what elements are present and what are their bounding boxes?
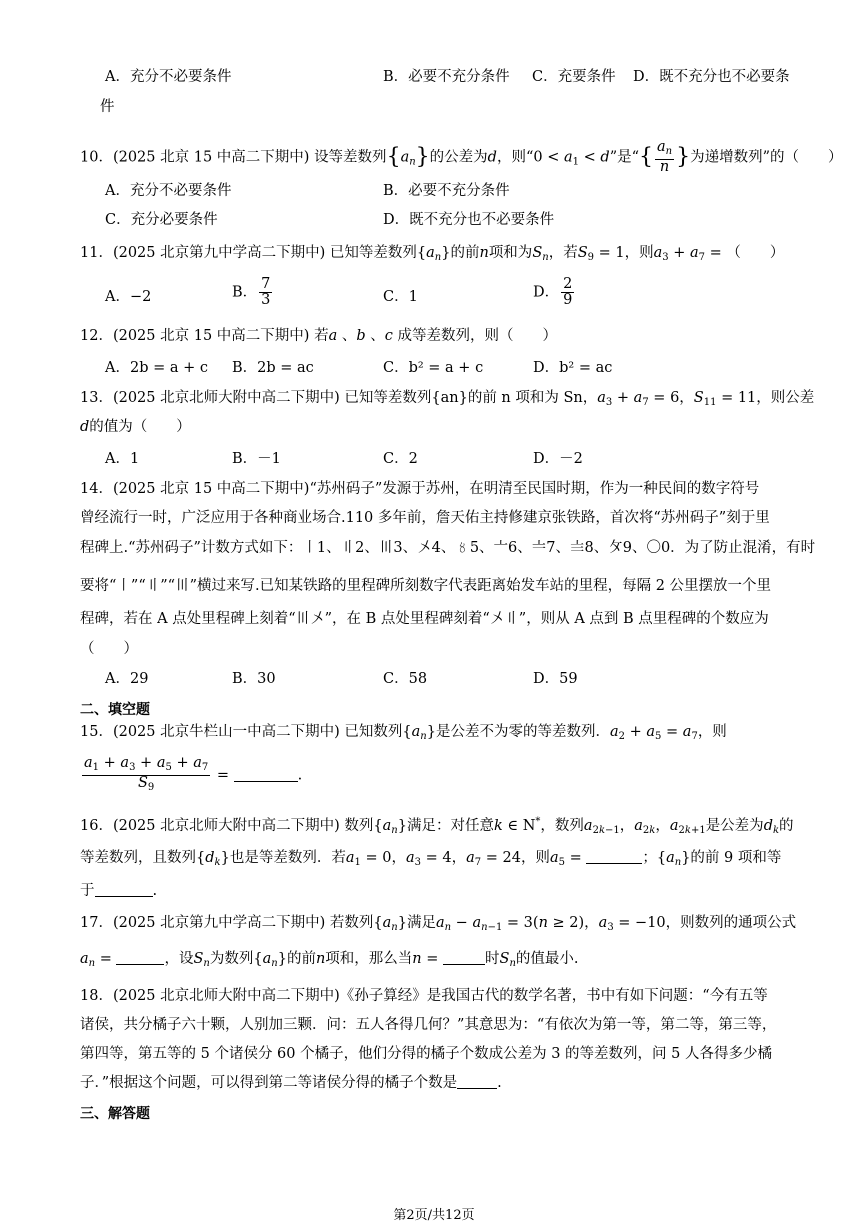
q12-option-a: A．2b = a + c (105, 360, 208, 376)
q10-option-d: D．既不充分也不必要条件 (383, 212, 555, 228)
question-11: 11．(2025 北京第九中学高二下期中) 已知等差数列$\{a_n\}$的前n项和为$S_n$，若$S_9 = 1$，则$a_3 + a_7$ = （ ） (80, 245, 785, 263)
question-13: 13．(2025 北京北师大附中高二下期中) 已知等差数列{an}的前 n 项和为 Sn，$a_3 + a_7 = 6$，$S_{11} = 11$，则公差 (80, 390, 815, 408)
q9-option-wrap: 件 (100, 99, 115, 115)
q16-answer-blank-1[interactable] (586, 849, 642, 864)
question-16-line2: 等差数列，且数列$\{d_k\}$也是等差数列．若$a_1 = 0$，$a_3 = 4$，$a_7 = 24$，则$a_5$ = ；$\{a_n\}$的前 9 项和等 (80, 850, 782, 868)
q17-answer-blank-1[interactable] (116, 950, 164, 965)
question-16-line3: 于 . (80, 883, 158, 899)
q12-option-c: C．b² = a + c (383, 360, 484, 376)
q11-option-d: D． $\frac{2}{9}$ (533, 276, 573, 308)
question-17: 17．(2025 北京第九中学高二下期中) 若数列$\{a_n\}$满足$a_n - a_{n-1} = 3(n \ge 2)$，$a_3 = -10$，则数列的通项公式 (80, 915, 797, 933)
q13-option-c: C．2 (383, 451, 418, 467)
question-18-line4: 子．”根据这个问题，可以得到第二等诸侯分得的橘子个数是 . (80, 1075, 502, 1091)
q9-option-a: A．充分不必要条件 (105, 69, 232, 85)
question-15-expression: $\frac{a_1 + a_3 + a_5 + a_7}{S_9}$ = . (84, 755, 303, 793)
page-number: 第2页/共12页 (393, 1208, 475, 1223)
question-14: 14．(2025 北京 15 中高二下期中)“苏州码子”发源于苏州，在明清至民国时期，作为一种民间的数字符号 (80, 481, 760, 497)
section-solution: 三、解答题 (80, 1106, 150, 1122)
q12-option-b: B．2b = ac (232, 360, 314, 376)
q10-option-a: A．充分不必要条件 (105, 183, 232, 199)
q9-option-b: B．必要不充分条件 (383, 69, 510, 85)
question-18-line3: 第四等，第五等的 5 个诸侯分 60 个橘子，他们分得的橘子个数成公差为 3 的等差数列，问 5 人各得多少橘 (80, 1046, 772, 1062)
q15-answer-blank[interactable] (234, 767, 298, 782)
q14-option-d: D．59 (533, 671, 578, 687)
section-fill-in-blank: 二、填空题 (80, 702, 150, 718)
question-18: 18．(2025 北京北师大附中高二下期中)《孙子算经》是我国古代的数学名著，书中有如下问题：“今有五等 (80, 988, 768, 1004)
question-14-line5: 程碑，若在 A 点处里程碑上刻着“〣〤”，在 B 点处里程碑刻着“〤〢”，则从 A 点到 B 点里程碑的个数应为 (80, 611, 769, 627)
q10-option-c: C．充分必要条件 (105, 212, 218, 228)
q9-option-c: C．充要条件 (532, 69, 616, 85)
q10-option-b: B．必要不充分条件 (383, 183, 510, 199)
q14-option-a: A．29 (105, 671, 149, 687)
q11-option-b: B． $\frac{7}{3}$ (232, 276, 271, 308)
question-14-line3: 程碑上.“苏州码子”计数方式如下：〡1、〢2、〣3、〤4、〥5、〦6、〧7、〨8、〩9、〇0．为了防止混淆，有时 (80, 540, 816, 556)
q17-answer-blank-2[interactable] (443, 950, 485, 965)
q11-option-c: C．1 (383, 289, 418, 305)
question-15: 15．(2025 北京牛栏山一中高二下期中) 已知数列$\{a_n\}$是公差不为零的等差数列．$a_2 + a_5 = a_7$，则 (80, 724, 727, 742)
q18-answer-blank[interactable] (457, 1074, 497, 1089)
q13-option-d: D．－2 (533, 451, 583, 467)
question-10: 10．(2025 北京 15 中高二下期中) 设等差数列$\{a_n\}$的公差为d，则“$0 < a_1 < d$”是“{ $\frac{a_n}{n}$ }为递增数列”的（ ） (80, 139, 843, 175)
question-14-line2: 曾经流行一时，广泛应用于各种商业场合.110 多年前，詹天佑主持修建京张铁路，首次将“苏州码子”刻于里 (80, 510, 770, 526)
question-14-line6: （ ） (80, 641, 138, 657)
q14-option-c: C．58 (383, 671, 428, 687)
question-13-line2: d的值为（ ） (80, 419, 191, 435)
q13-option-a: A．1 (105, 451, 140, 467)
question-12: 12．(2025 北京 15 中高二下期中) 若a 、b 、c 成等差数列，则（ ） (80, 328, 557, 344)
q9-option-d: D．既不充分也不必要条 (633, 69, 790, 85)
question-17-line2: $a_n$ = ，设$S_n$为数列$\{a_n\}$的前n项和，那么当n = 时$S_n$的值最小. (80, 951, 579, 969)
q16-answer-blank-2[interactable] (95, 882, 153, 897)
q13-option-b: B．－1 (232, 451, 281, 467)
question-16: 16．(2025 北京北师大附中高二下期中) 数列$\{a_n\}$满足：对任意k ∈ N*，数列$a_{2k-1}$，$a_{2k}$，$a_{2k+1}$是公差为$d_k$的 (80, 816, 794, 836)
question-18-line2: 诸侯，共分橘子六十颗，人别加三颗．问：五人各得几何？”其意思为：“有依次为第一等，第二等，第三等， (80, 1017, 777, 1033)
q11-option-a: A．−2 (105, 289, 152, 305)
question-14-line4: 要将“〡”“〢”“〣”横过来写.已知某铁路的里程碑所刻数字代表距离始发车站的里程，每隔 2 公里摆放一个里 (80, 578, 772, 594)
q12-option-d: D．b² = ac (533, 360, 613, 376)
q14-option-b: B．30 (232, 671, 276, 687)
